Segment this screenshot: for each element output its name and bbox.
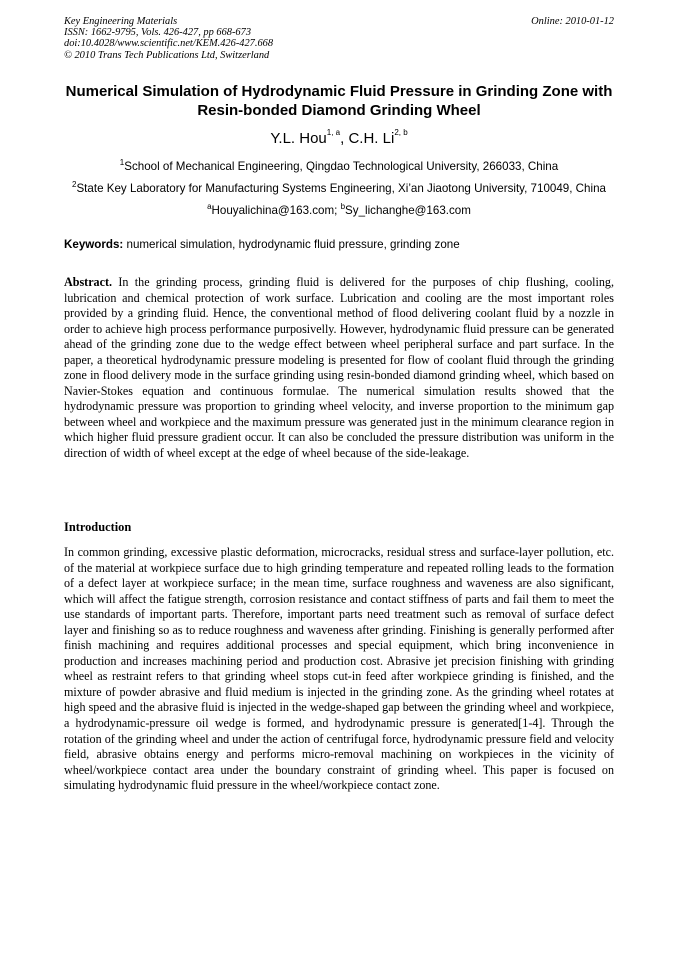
journal-name: Key Engineering Materials (64, 16, 178, 27)
affiliation-1 (30, 160, 648, 173)
affiliation-2 (30, 182, 648, 195)
online-date: Online: 2010-01-12 (531, 16, 614, 27)
journal-header (64, 16, 614, 61)
author-2-name: C.H. Li (348, 130, 395, 147)
introduction-paragraph: In common grinding, excessive plastic deformation, microcracks, residual stress and surface-layer pollution, etc. of the material at workpiece surface due to high grinding temperature and repeated rolling leads to the formation of a defect layer at workpiece surface; in the mean time, surface roughness and waveness are also significant, which will affect the fatigue strength, corrosion resistance and contact stiffness of parts and fail them to meet the use standards of important parts. Therefore, important parts need treatment such as removal of surface defect layer and finishing so as to reduce roughness and waveness after grinding. Finishing is generally performed after finish machining and requires additional processes and special equipment, which bring inconvenience in production and increases machining period and production cost. Abrasive jet precision finishing with grinding wheel as restraint refers to that grinding wheel stops cut-in feed after workpiece grinding is finished, and the mixture of powder abrasive and fluid medium is injected in the grinding zone. As the grinding wheel rotates at high speed and the abrasive fluid is injected in the wedge-shaped gap between the grinding wheel and workpiece, a hydrodynamic-pressure oil wedge is formed, and hydrodynamic pressure is generated[1-4]. Through the rotation of the grinding wheel and under the action of centrifugal force, hydrodynamic pressure field and velocity field, abrasive obtains energy and performs micro-removal machining on workpieces in the vicinity of wheel/workpiece contact area under the boundary constraint of grinding wheel. This paper is focused on simulating hydrodynamic fluid pressure in the wheel/workpiece contact zone. (64, 545, 614, 793)
author-1-name: Y.L. Hou (270, 130, 327, 147)
abstract-paragraph (64, 275, 614, 462)
introduction-heading: Introduction (64, 520, 132, 534)
abstract-label: Abstract. (64, 275, 113, 289)
email-b: Sy_lichanghe@163.com (345, 204, 471, 217)
author-line (64, 130, 614, 147)
keywords-text: numerical simulation, hydrodynamic fluid pressure, grinding zone (123, 238, 460, 251)
affiliation-1-text: School of Mechanical Engineering, Qingdao Technological University, 266033, China (124, 160, 559, 173)
keywords-label: Keywords: (64, 238, 124, 251)
copyright-line: © 2010 Trans Tech Publications Ltd, Switzerland (64, 49, 270, 61)
author-1-sup: 1, a (326, 128, 341, 137)
affiliation-1-sup: 1 (119, 158, 125, 167)
email-b-sup: b (340, 202, 346, 211)
abstract-text: In the grinding process, grinding fluid is delivered for the purposes of chip flushing, cooling, lubrication and chemical protection of work surface. Lubrication and cooling are the most important roles provided by a grinding fluid. Hence, the conventional method of flood delivering coolant fluid by a nozzle in order to achieve high process performance purposivelly. However, hydrodynamic fluid pressure can be generated ahead of the grinding zone due to the wedge effect between wheel peripheral surface and part surface. In the paper, a theoretical hydrodynamic pressure modeling is presented for flow of coolant fluid through the grinding zone in flood delivery mode in the surface grinding using resin-bonded diamond grinding wheel, which based on Navier-Stokes equation and continuous formulae. The numerical simulation results showed that the hydrodynamic pressure was proportion to grinding wheel velocity, and inverse proportion to the minimum gap between wheel and workpiece and the maximum pressure was generated just in the minimum clearance region in which higher fluid pressure gradient occur. It can also be concluded the pressure distribution was uniform in the direction of width of wheel except at the edge of wheel because of the side-leakage. (64, 275, 614, 461)
doi-line: doi:10.4028/www.scientific.net/KEM.426-427.668 (64, 38, 274, 50)
affiliation-2-text: State Key Laboratory for Manufacturing Systems Engineering, Xi’an Jiaotong University, 710049, China (76, 182, 606, 195)
affiliation-2-sup: 2 (72, 180, 77, 189)
paper-title: Numerical Simulation of Hydrodynamic Fluid Pressure in Grinding Zone with Resin-bonded Diamond Grinding Wheel (65, 83, 613, 119)
email-line (30, 204, 648, 217)
email-a: Houyalichina@163.com; (211, 204, 341, 217)
issn-line: ISSN: 1662-9795, Vols. 426-427, pp 668-673 (64, 27, 252, 39)
author-2-sup: 2, b (394, 128, 408, 137)
keywords-line (64, 238, 614, 251)
email-a-sup: a (207, 202, 212, 211)
author-separator: , (340, 130, 349, 147)
